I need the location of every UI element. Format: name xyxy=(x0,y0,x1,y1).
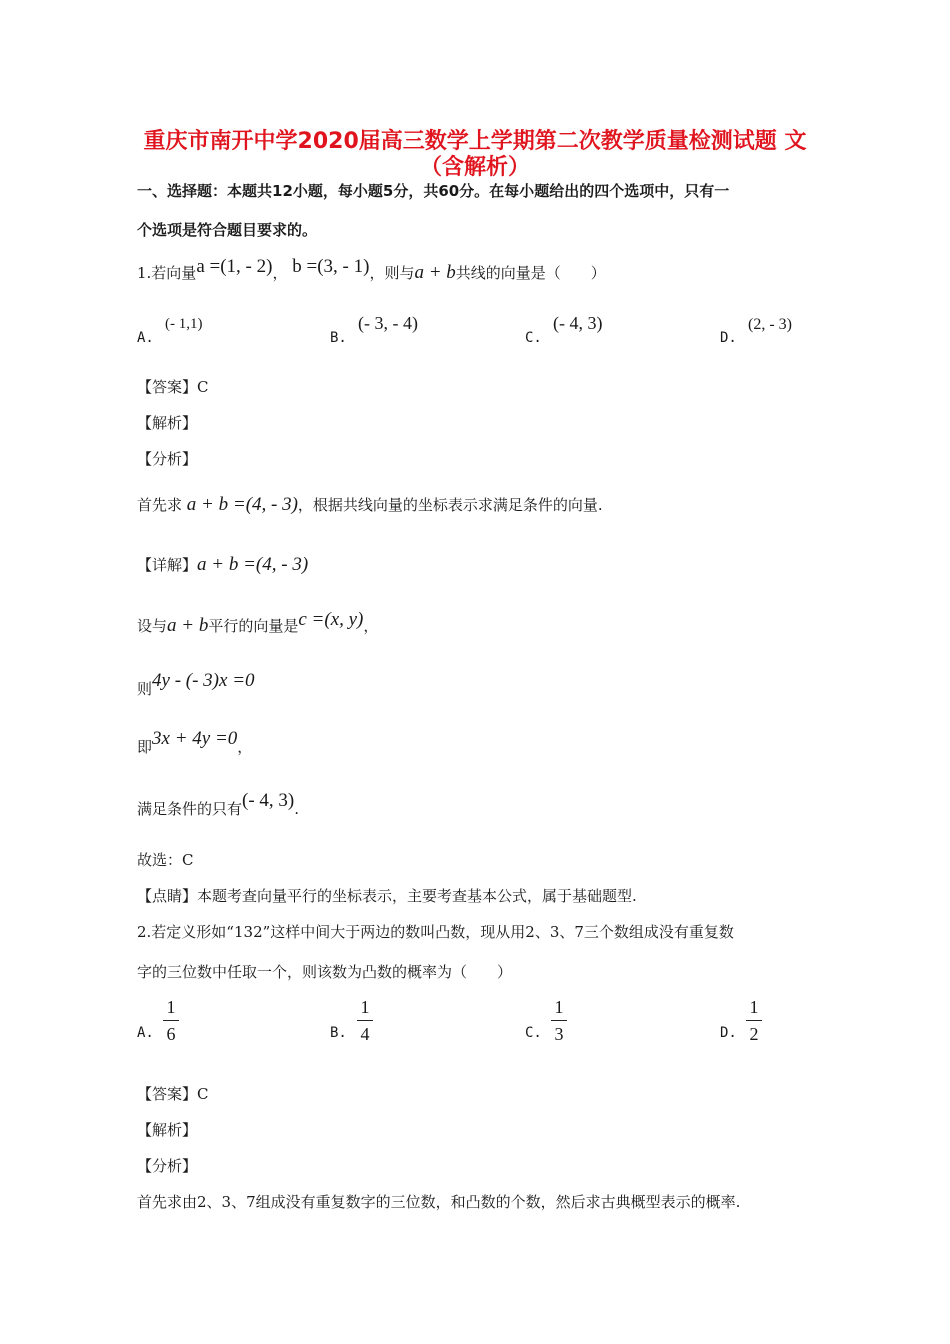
option-c-value: (- 4, 3) xyxy=(553,313,603,333)
q2-analysis-label: 【分析】 xyxy=(137,1157,198,1175)
vector-b-definition: b =(3, - 1) xyxy=(292,256,370,277)
parallel-setup: 设与a + b平行的向量是c =(x, y)， xyxy=(137,609,379,636)
comment-text: 【点睛】本题考查向量平行的坐标表示，主要考查基本公式，属于基础题型. xyxy=(137,887,637,905)
equation-step-2: 即3x + 4y =0， xyxy=(137,728,253,756)
vector-sum: a + b xyxy=(414,262,456,283)
question-2-stem: 2.若定义形如“132”这样中间大于两边的数叫凸数，现从用2、3、7三个数组成没有重复数 xyxy=(137,923,734,941)
detail-text: 【详解】a + b =(4, - 3) xyxy=(137,554,309,575)
page-title: 重庆市南开中学2020届高三数学上学期第二次教学质量检测试题 文 xyxy=(143,129,807,154)
q2-answer-label: 【答案】C xyxy=(137,1085,209,1103)
q2-option-c-label: C. xyxy=(525,1025,542,1041)
analysis-label: 【分析】 xyxy=(137,450,198,468)
option-d-value: (2, - 3) xyxy=(748,316,792,333)
option-c-label: C. xyxy=(525,330,542,346)
q2-option-c-fraction: 1 3 xyxy=(551,997,567,1044)
q2-option-d-label: D. xyxy=(720,1025,737,1041)
only-solution: 满足条件的只有(- 4, 3). xyxy=(137,790,300,818)
option-d-label: D. xyxy=(720,330,737,346)
section-heading-cont: 个选项是符合题目要求的。 xyxy=(137,221,318,239)
option-b-value: (- 3, - 4) xyxy=(358,313,418,333)
option-a-label: A. xyxy=(137,330,154,346)
vector-a-definition: a =(1, - 2) xyxy=(196,256,273,277)
question-1-stem: 1.若向量a =(1, - 2)， b =(3, - 1)，则与a + b共线的向量是（ ） xyxy=(137,256,606,283)
q2-option-a-fraction: 1 6 xyxy=(163,997,179,1044)
chosen-answer: 故选：C xyxy=(137,851,194,869)
question-2-stem-cont: 字的三位数中任取一个，则该数为凸数的概率为（ ） xyxy=(137,963,513,981)
option-b-label: B. xyxy=(330,330,347,346)
section-heading: 一、选择题：本题共12小题，每小题5分，共60分。在每小题给出的四个选项中，只有一 xyxy=(137,182,730,200)
q2-solution-label: 【解析】 xyxy=(137,1121,198,1139)
q2-analysis-text: 首先求由2、3、7组成没有重复数字的三位数，和凸数的个数，然后求古典概型表示的概率. xyxy=(137,1193,741,1211)
analysis-text: 首先求 a + b =(4, - 3)，根据共线向量的坐标表示求满足条件的向量. xyxy=(137,494,603,515)
solution-label: 【解析】 xyxy=(137,414,198,432)
option-a-value: (- 1,1) xyxy=(165,316,203,332)
q2-option-b-fraction: 1 4 xyxy=(357,997,373,1044)
equation-step-1: 则4y - (- 3)x =0 xyxy=(137,670,255,698)
page-title-suffix: （含解析） xyxy=(419,155,530,180)
q2-option-d-fraction: 1 2 xyxy=(746,997,762,1044)
answer-label: 【答案】C xyxy=(137,378,209,396)
q2-option-a-label: A. xyxy=(137,1025,154,1041)
q2-option-b-label: B. xyxy=(330,1025,347,1041)
